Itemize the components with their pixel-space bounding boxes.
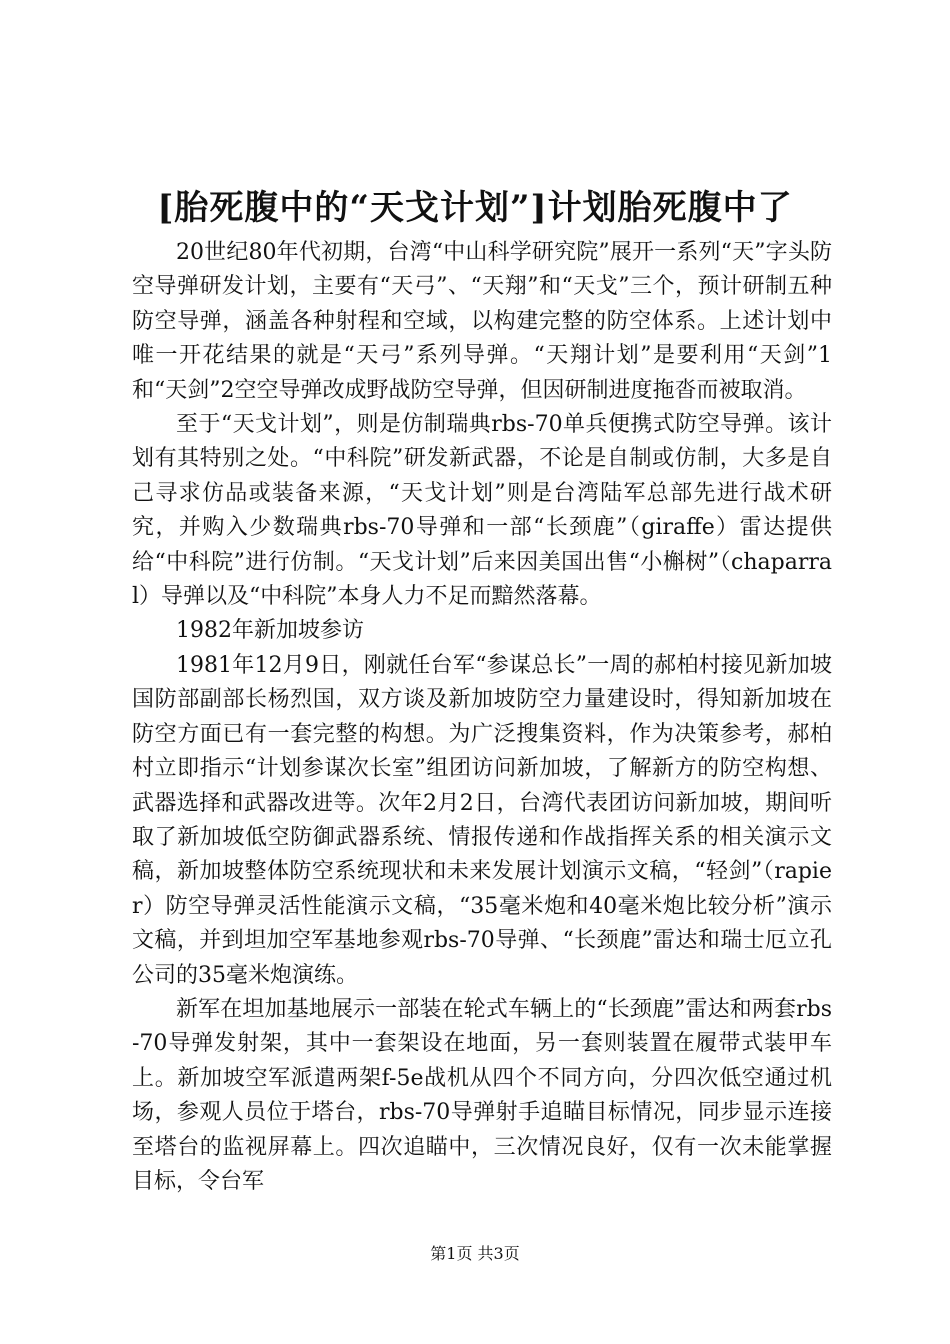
paragraph-tiange-plan: 至于“天戈计划”，则是仿制瑞典rbs-70单兵便携式防空导弹。该计划有其特别之处。“中科院”研发新武器，不论是自制或仿制，大多是自己寻求仿品或装备来源，“天戈计划”则是台湾陆军总部先进行战术研究，并购入少数瑞典rbs-70导弹和一部“长颈鹿”（giraffe）雷达提供给“中科院”进行仿制。“天戈计划”后来因美国出售“小槲树”（chaparral）导弹以及“中科院”本身人力不足而黯然落幕。 [132,412,832,610]
paragraph-visit-background: 1981年12月9日，刚就任台军“参谋总长”一周的郝柏村接见新加坡国防部副部长杨烈国，双方谈及新加坡防空力量建设时，得知新加坡在防空方面已有一套完整的构想。为广泛搜集资料，作为决策参考，郝柏村立即指示“计划参谋次长室”组团访问新加坡，了解新方的防空构想、武器选择和武器改进等。次年2月2日，台湾代表团访问新加坡，期间听取了新加坡低空防御武器系统、情报传递和作战指挥关系的相关演示文稿，新加坡整体防空系统现状和未来发展计划演示文稿，“轻剑”（rapier）防空导弹灵活性能演示文稿，“35毫米炮和40毫米炮比较分析”演示文稿，并到坦加空军基地参观rbs-70导弹、“长颈鹿”雷达和瑞士厄立孔公司的35毫米炮演练。 [132,652,832,988]
paragraph-intro: 20世纪80年代初期，台湾“中山科学研究院”展开一系列“天”字头防空导弹研发计划，主要有“天弓”、“天翔”和“天戈”三个，预计研制五种防空导弹，涵盖各种射程和空域，以构建完整的防空体系。上述计划中唯一开花结果的就是“天弓”系列导弹。“天翔计划”是要利用“天剑”1和“天剑”2空空导弹改成野战防空导弹，但因研制进度拖沓而被取消。 [132,240,832,403]
page-number-footer: 第1页 共3页 [430,1244,520,1263]
document-body [132,236,832,1199]
paragraph-demonstration: 新军在坦加基地展示一部装在轮式车辆上的“长颈鹿”雷达和两套rbs-70导弹发射架，其中一套架设在地面，另一套则装置在履带式装甲车上。新加坡空军派遣两架f-5e战机从四个不同方向，分四次低空通过机场，参观人员位于塔台，rbs-70导弹射手追瞄目标情况，同步显示连接至塔台的监视屏幕上。四次追瞄中，三次情况良好，仅有一次未能掌握目标，令台军 [132,996,832,1194]
document-title: [胎死腹中的“天戈计划”]计划胎死腹中了 [157,188,793,228]
section-heading-singapore-visit: 1982年新加坡参访 [176,618,364,644]
